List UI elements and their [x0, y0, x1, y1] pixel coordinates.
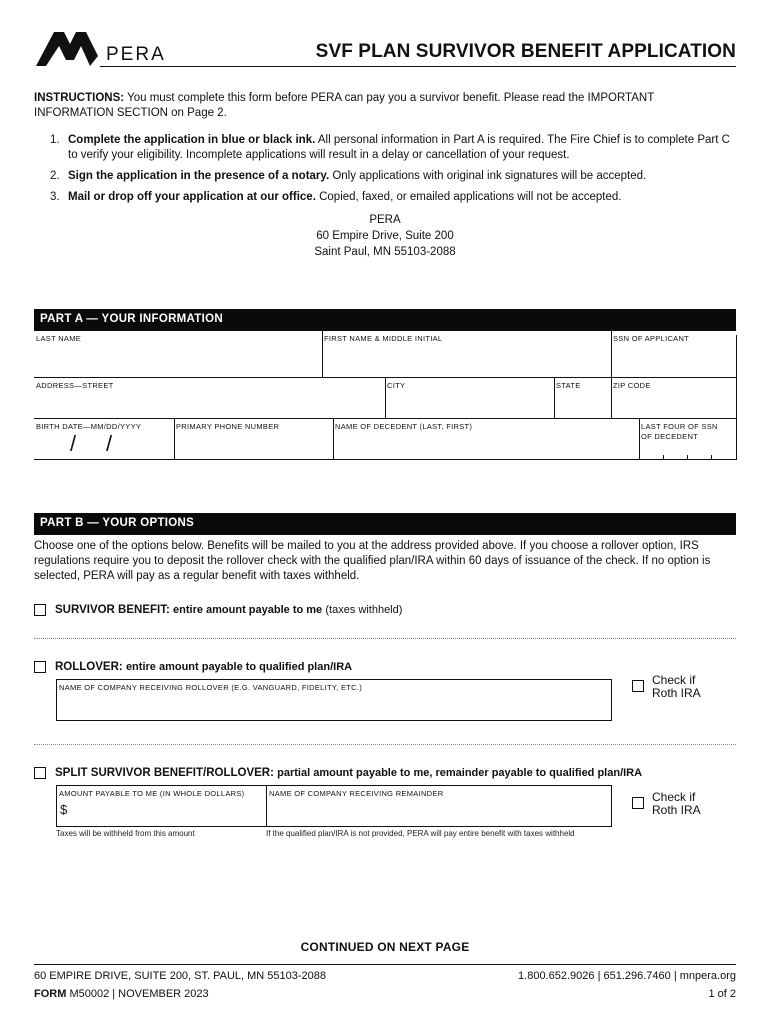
option-bold: partial amount payable to me, remainder payable to qualified plan/IRA: [277, 767, 643, 779]
last-name-label: LAST NAME: [36, 334, 82, 343]
logo-text: PERA: [106, 44, 166, 65]
instruction-steps: [50, 133, 740, 211]
roth-ira-checkbox[interactable]: [632, 680, 644, 692]
step-bold: Complete the application in blue or black ink.: [68, 134, 316, 146]
mailing-address: [0, 212, 770, 260]
split-checkbox[interactable]: [34, 767, 46, 779]
rollover-company-field[interactable]: [56, 679, 612, 721]
option-text: (taxes withheld): [325, 604, 403, 616]
city-field[interactable]: [385, 378, 555, 419]
divider: [385, 378, 386, 419]
zip-field[interactable]: [611, 378, 737, 419]
phone-field[interactable]: [174, 419, 334, 460]
decedent-ssn-field[interactable]: [639, 419, 737, 460]
instructions: [34, 91, 736, 121]
ssn-field[interactable]: [611, 331, 736, 378]
decedent-name-field[interactable]: [333, 419, 640, 460]
birth-date-field[interactable]: [34, 419, 175, 460]
birth-date-label: BIRTH DATE—MM/DD/YYYY: [36, 422, 142, 431]
instructions-lead: INSTRUCTIONS:: [34, 92, 125, 104]
last-four-label: LAST FOUR OF SSN OF DECEDENT: [641, 422, 718, 441]
option-survivor-benefit[interactable]: [34, 604, 402, 616]
address-label: ADDRESS—STREET: [36, 381, 114, 390]
option-bold: entire amount payable to qualified plan/IRA: [125, 661, 353, 673]
digit-tick: [711, 455, 712, 459]
page-number: 1 of 2: [708, 988, 736, 1000]
part-b-header: PART B — YOUR OPTIONS: [34, 513, 736, 535]
step-text: [68, 133, 740, 163]
date-separator: /: [106, 431, 113, 456]
dotted-divider: [34, 744, 736, 745]
option-label: [55, 661, 352, 673]
city-label: CITY: [387, 381, 406, 390]
option-head: ROLLOVER:: [55, 661, 123, 673]
form-label: FORM: [34, 988, 67, 1000]
step-body: Copied, faxed, or emailed applications will not be accepted.: [319, 191, 622, 203]
continued-note: CONTINUED ON NEXT PAGE: [300, 940, 470, 954]
roth-line-1: Check if: [652, 673, 696, 687]
form-id: [34, 986, 209, 1002]
step-text: [68, 190, 621, 205]
address-line-2: 60 Empire Drive, Suite 200: [316, 230, 454, 242]
split-fields: [56, 785, 612, 827]
step-text: [68, 169, 646, 184]
step-bold: Sign the application in the presence of a notary.: [68, 170, 330, 182]
roth-ira-label: [652, 791, 722, 817]
option-rollover[interactable]: [34, 661, 352, 673]
part-a-header: PART A — YOUR INFORMATION: [34, 309, 736, 331]
divider: [611, 335, 612, 378]
digit-tick: [663, 455, 664, 459]
address-line-3: Saint Paul, MN 55103-2088: [314, 246, 456, 258]
first-name-label: FIRST NAME & MIDDLE INITIAL: [324, 334, 443, 343]
step-body: All personal information in Part A is required. The Fire Chief is to complete Part C to verify your eligibility. Incomplete applications will result in a delay or cancellation of your request.: [68, 134, 730, 161]
option-head: SPLIT SURVIVOR BENEFIT/ROLLOVER:: [55, 767, 274, 779]
pera-logo-icon: [34, 28, 100, 68]
date-separator: /: [70, 431, 77, 456]
header-divider: [100, 66, 736, 67]
divider: [322, 335, 323, 378]
ssn-label: SSN OF APPLICANT: [613, 334, 690, 343]
remainder-company-field[interactable]: [267, 786, 611, 826]
amount-label: AMOUNT PAYABLE TO ME (IN WHOLE DOLLARS): [59, 789, 245, 798]
dotted-divider: [34, 638, 736, 639]
step-3: [50, 190, 740, 205]
part-b-intro: Choose one of the options below. Benefits will be mailed to you at the address provided above. If you choose a rollover option, IRS regulations require you to deposit the rollover check with the qualified plan/IRA within 60 days of issuance of the check. If no option is selected, PERA will pay as a regular benefit with taxes withheld.: [34, 540, 711, 582]
step-body: Only applications with original ink signatures will be accepted.: [332, 170, 647, 182]
step-number: 2.: [50, 170, 60, 182]
roth-line-2: Roth IRA: [652, 686, 701, 700]
roth-ira-checkbox[interactable]: [632, 797, 644, 809]
divider: [736, 335, 737, 378]
digit-tick: [687, 455, 688, 459]
option-head: SURVIVOR BENEFIT:: [55, 604, 170, 616]
footer-address: 60 EMPIRE DRIVE, SUITE 200, ST. PAUL, MN 55103-2088: [34, 970, 327, 982]
rollover-company-label: NAME OF COMPANY RECEIVING ROLLOVER (E.G. VANGUARD, FIDELITY, ETC.): [59, 683, 363, 692]
remainder-label: NAME OF COMPANY RECEIVING REMAINDER: [269, 789, 444, 798]
address-street-field[interactable]: [34, 378, 386, 419]
rollover-checkbox[interactable]: [34, 661, 46, 673]
option-label: [55, 604, 402, 616]
option-bold: entire amount payable to me: [173, 604, 323, 616]
step-number: 1.: [50, 134, 60, 146]
step-2: [50, 169, 740, 184]
form-info: M50002 | NOVEMBER 2023: [69, 988, 209, 1000]
state-label: STATE: [556, 381, 581, 390]
survivor-benefit-checkbox[interactable]: [34, 604, 46, 616]
roth-line-1: Check if: [652, 790, 696, 804]
footer-divider: [34, 964, 736, 965]
roth-ira-label: [652, 674, 722, 700]
option-split[interactable]: [34, 767, 642, 779]
step-number: 3.: [50, 191, 60, 203]
page-title: SVF PLAN SURVIVOR BENEFIT APPLICATION: [315, 41, 736, 62]
address-line-1: PERA: [369, 214, 401, 226]
option-label: [55, 767, 642, 779]
instructions-text: You must complete this form before PERA can pay you a survivor benefit. Please read the IMPORTANT INFORMATION SECTION on Page 2.: [34, 92, 655, 119]
last-name-field[interactable]: [34, 331, 323, 378]
footer-contact: 1.800.652.9026 | 651.296.7460 | mnpera.org: [518, 970, 736, 982]
phone-label: PRIMARY PHONE NUMBER: [176, 422, 280, 431]
currency-symbol: $: [60, 802, 68, 817]
decedent-label: NAME OF DECEDENT (LAST, FIRST): [335, 422, 473, 431]
step-1: [50, 133, 740, 163]
zip-label: ZIP CODE: [613, 381, 651, 390]
plan-note: If the qualified plan/IRA is not provided, PERA will pay entire benefit with taxes withheld: [266, 829, 575, 838]
tax-note: Taxes will be withheld from this amount: [56, 829, 195, 838]
amount-field[interactable]: [57, 786, 267, 826]
step-bold: Mail or drop off your application at our office.: [68, 191, 316, 203]
state-field[interactable]: [554, 378, 612, 419]
first-name-field[interactable]: [322, 331, 612, 378]
roth-line-2: Roth IRA: [652, 803, 701, 817]
